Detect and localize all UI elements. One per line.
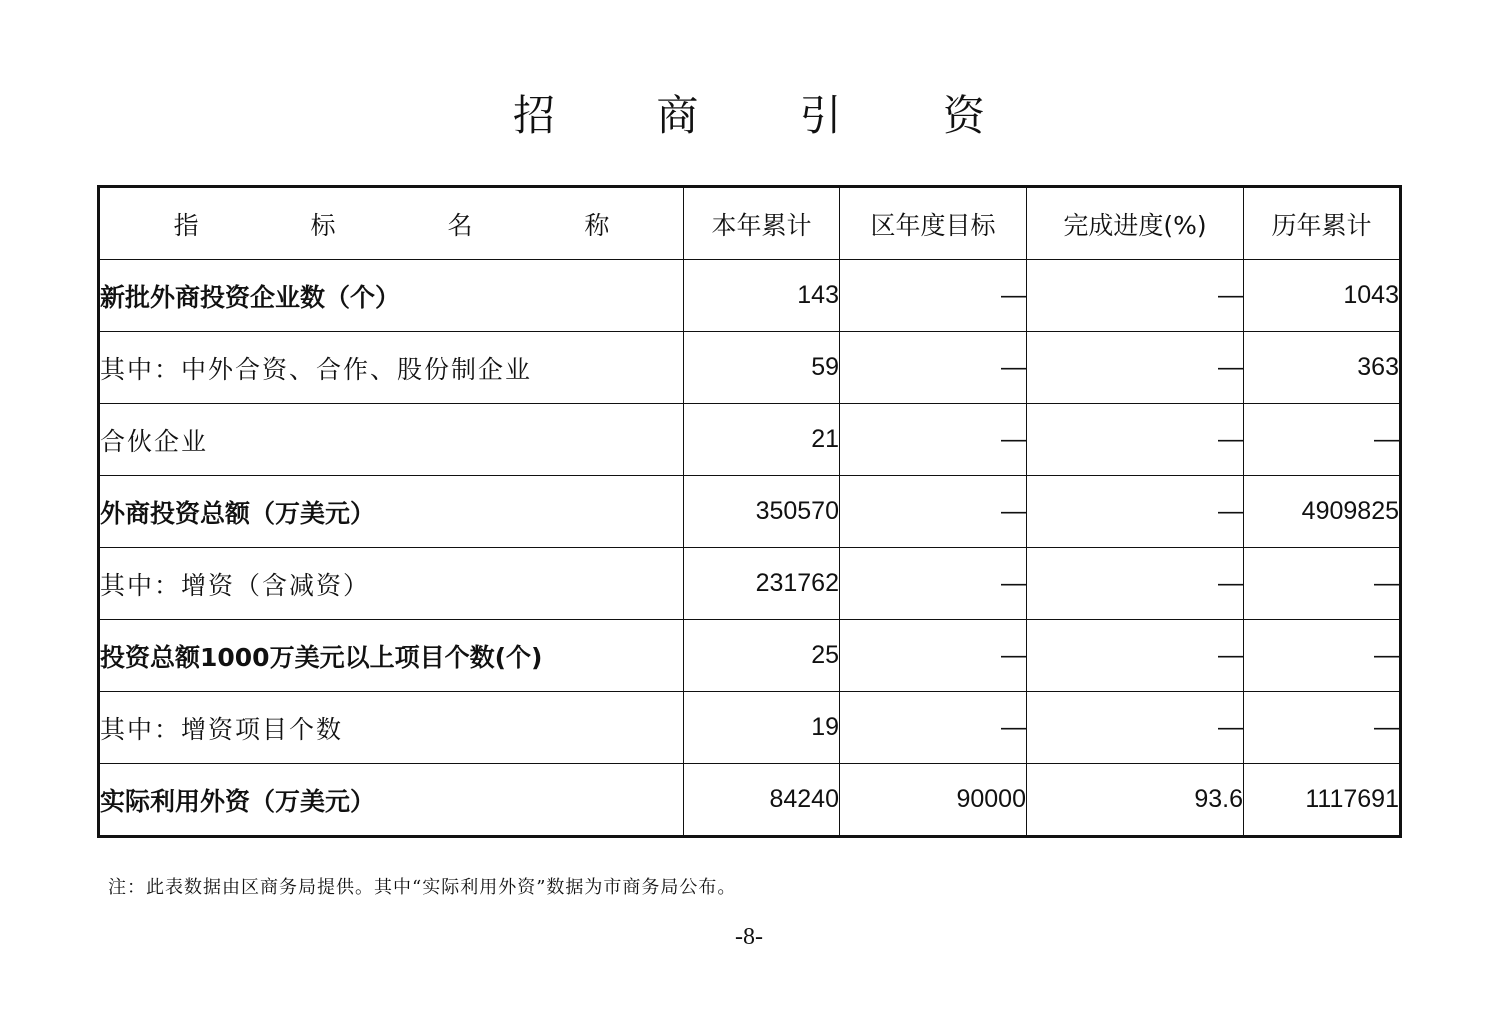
cell-year-cumulative: 84240 [684,764,840,837]
cell-completion-progress: — [1027,404,1244,476]
footnote: 注：此表数据由区商务局提供。其中“实际利用外资”数据为市商务局公布。 [108,877,737,898]
investment-table [97,185,1402,838]
cell-completion-progress: — [1027,332,1244,404]
cell-historical-cumulative: — [1244,404,1401,476]
table-row [99,548,1401,620]
cell-year-cumulative: 25 [684,620,840,692]
table-header-row [99,187,1401,260]
page-number: -8- [735,924,763,950]
cell-completion-progress: — [1027,692,1244,764]
table-row [99,332,1401,404]
row-indicator-name: 其中：中外合资、合作、股份制企业 [99,332,684,404]
header-historical-cumulative: 历年累计 [1244,187,1401,260]
row-indicator-name: 其中：增资（含减资） [99,548,684,620]
cell-historical-cumulative: — [1244,548,1401,620]
cell-historical-cumulative: 4909825 [1244,476,1401,548]
row-indicator-name: 新批外商投资企业数（个） [99,260,684,332]
table-row [99,620,1401,692]
row-indicator-name: 合伙企业 [99,404,684,476]
row-indicator-name: 投资总额1000万美元以上项目个数(个) [99,620,684,692]
cell-annual-target: — [840,332,1027,404]
cell-annual-target: — [840,404,1027,476]
header-indicator-name: 指 标 名 称 [99,187,684,260]
cell-completion-progress: — [1027,620,1244,692]
cell-annual-target: — [840,620,1027,692]
cell-year-cumulative: 231762 [684,548,840,620]
cell-historical-cumulative: — [1244,692,1401,764]
row-indicator-name: 外商投资总额（万美元） [99,476,684,548]
header-year-cumulative: 本年累计 [684,187,840,260]
cell-annual-target: — [840,692,1027,764]
page-title: 招 商 引 资 [512,91,1030,140]
cell-completion-progress: — [1027,476,1244,548]
table-row [99,404,1401,476]
cell-year-cumulative: 19 [684,692,840,764]
cell-completion-progress: 93.6 [1027,764,1244,837]
cell-year-cumulative: 21 [684,404,840,476]
cell-completion-progress: — [1027,260,1244,332]
cell-year-cumulative: 350570 [684,476,840,548]
cell-historical-cumulative: 1043 [1244,260,1401,332]
cell-annual-target: — [840,476,1027,548]
cell-annual-target: — [840,548,1027,620]
cell-year-cumulative: 143 [684,260,840,332]
row-indicator-name: 实际利用外资（万美元） [99,764,684,837]
table-row [99,476,1401,548]
header-annual-target: 区年度目标 [840,187,1027,260]
cell-annual-target: — [840,260,1027,332]
cell-year-cumulative: 59 [684,332,840,404]
cell-annual-target: 90000 [840,764,1027,837]
cell-completion-progress: — [1027,548,1244,620]
table-row [99,764,1401,837]
header-completion-progress: 完成进度(%) [1027,187,1244,260]
cell-historical-cumulative: — [1244,620,1401,692]
cell-historical-cumulative: 363 [1244,332,1401,404]
table-row [99,260,1401,332]
cell-historical-cumulative: 1117691 [1244,764,1401,837]
row-indicator-name: 其中：增资项目个数 [99,692,684,764]
table-row [99,692,1401,764]
